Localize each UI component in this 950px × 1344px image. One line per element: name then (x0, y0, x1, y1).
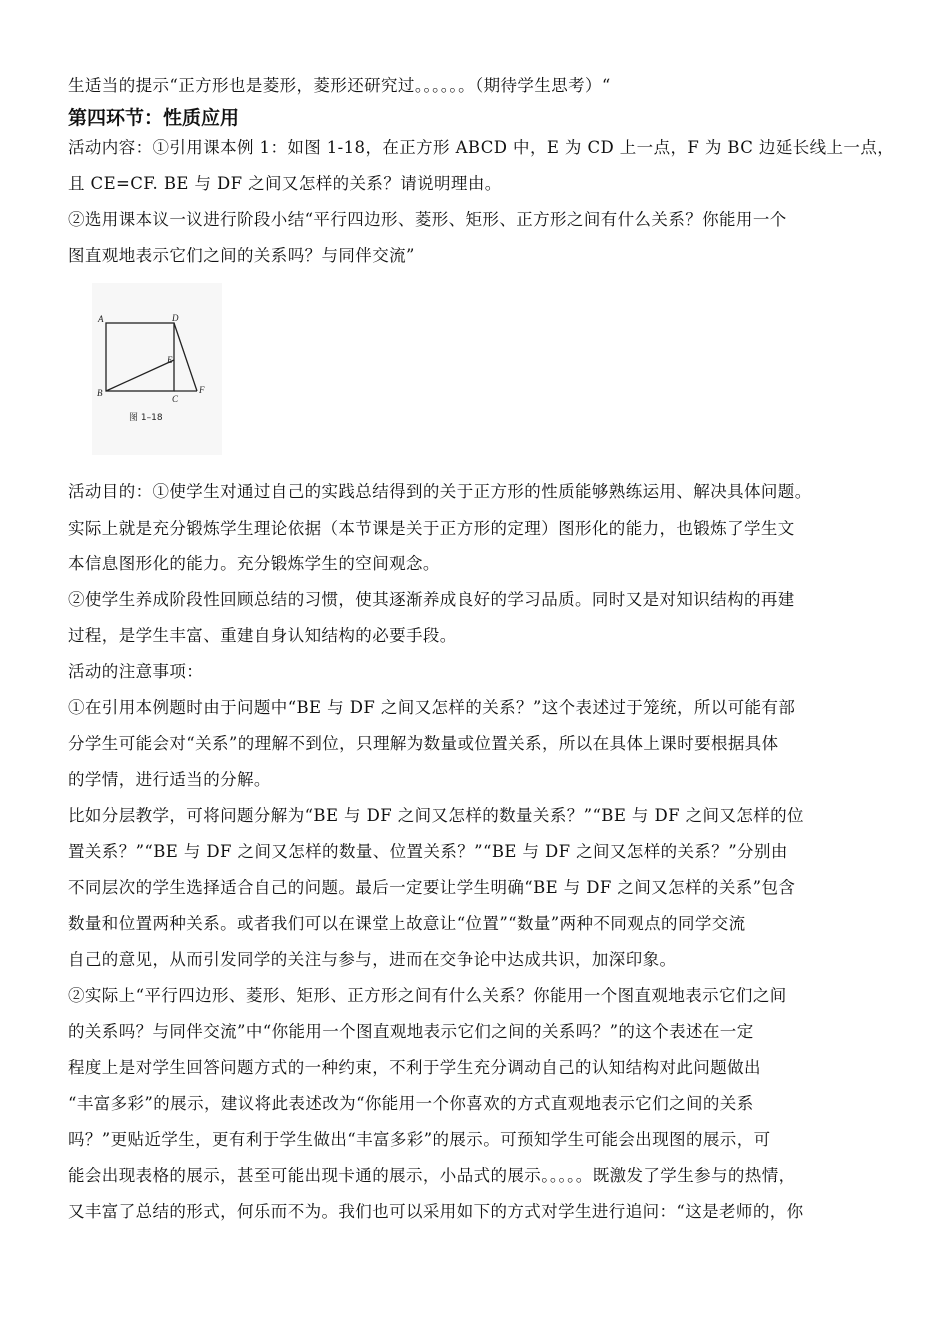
notes-line: 不同层次的学生选择适合自己的问题。最后一定要让学生明确“BE 与 DF 之间又怎样的关系”包含 (68, 878, 796, 897)
notes-line: “丰富多彩”的展示，建议将此表述改为“你能用一个你喜欢的方式直观地表示它们之间的关系 (68, 1094, 754, 1113)
section-title: 第四环节：性质应用 (68, 107, 240, 129)
label-d: D (172, 313, 179, 323)
purpose-line: 本信息图形化的能力。充分锻炼学生的空间观念。 (68, 554, 440, 573)
notes-line: ②实际上“平行四边形、菱形、矩形、正方形之间有什么关系？你能用一个图直观地表示它们之间 (68, 986, 787, 1005)
purpose-line: 实际上就是充分锻炼学生理论依据（本节课是关于正方形的定理）图形化的能力，也锻炼了学生文 (68, 519, 795, 538)
notes-line: 自己的意见，从而引发同学的关注与参与，进而在交争论中达成共识，加深印象。 (68, 950, 677, 969)
notes-line: 的学情，进行适当的分解。 (68, 770, 271, 789)
notes-line: 的关系吗？与同伴交流”中“你能用一个图直观地表示它们之间的关系吗？”的这个表述在一定 (68, 1022, 754, 1041)
notes-line: 能会出现表格的展示，甚至可能出现卡通的展示，小品式的展示。。。。。既激发了学生参与的热情， (68, 1166, 796, 1185)
geometry-figure (92, 283, 222, 455)
purpose-line: ②使学生养成阶段性回顾总结的习惯，使其逐渐养成良好的学习品质。同时又是对知识结构的再建 (68, 590, 795, 609)
purpose-line: 过程，是学生丰富、重建自身认知结构的必要手段。 (68, 626, 457, 645)
notes-line: 吗？”更贴近学生，更有利于学生做出“丰富多彩”的展示。可预知学生可能会出现图的展示，可 (68, 1130, 771, 1149)
label-a: A (98, 314, 104, 324)
square-diagram (92, 283, 222, 455)
intro-line: 生适当的提示“正方形也是菱形，菱形还研究过。。。。。。（期待学生思考）“ (68, 76, 611, 95)
label-b: B (97, 388, 103, 398)
notes-line: 程度上是对学生回答问题方式的一种约束，不利于学生充分调动自己的认知结构对此问题做出 (68, 1058, 761, 1077)
purpose-line: 活动目的：①使学生对通过自己的实践总结得到的关于正方形的性质能够熟练运用、解决具体问题。 (68, 482, 812, 501)
figure-background (92, 283, 222, 455)
notes-line: 又丰富了总结的形式，何乐而不为。我们也可以采用如下的方式对学生进行追问：“这是老师的，你 (68, 1202, 804, 1221)
label-e: E (167, 355, 173, 365)
activity-content-line: 且 CE=CF. BE 与 DF 之间又怎样的关系？请说明理由。 (68, 174, 502, 193)
label-c: C (172, 394, 179, 404)
activity-content-line: 活动内容：①引用课本例 1：如图 1-18，在正方形 ABCD 中，E 为 CD 上一点，F 为 BC 边延长线上一点， (68, 138, 895, 157)
activity-content-line: ②选用课本议一议进行阶段小结“平行四边形、菱形、矩形、正方形之间有什么关系？你能用一个 (68, 210, 787, 229)
notes-line: 比如分层教学，可将问题分解为“BE 与 DF 之间又怎样的数量关系？”“BE 与 DF 之间又怎样的位 (68, 806, 804, 825)
notes-line: 置关系？”“BE 与 DF 之间又怎样的数量、位置关系？”“BE 与 DF 之间又怎样的关系？”分别由 (68, 842, 788, 861)
notes-line: 分学生可能会对“关系”的理解不到位，只理解为数量或位置关系，所以在具体上课时要根据具体 (68, 734, 779, 753)
notes-line: ①在引用本例题时由于问题中“BE 与 DF 之间又怎样的关系？”这个表述过于笼统，所以可能有部 (68, 698, 796, 717)
notes-line: 数量和位置两种关系。或者我们可以在课堂上故意让“位置”“数量”两种不同观点的同学交流 (68, 914, 746, 933)
activity-content-line: 图直观地表示它们之间的关系吗？与同伴交流” (68, 246, 415, 265)
figure-caption: 图 1–18 (129, 413, 163, 423)
label-f: F (199, 385, 205, 395)
notes-title: 活动的注意事项： (68, 662, 204, 681)
